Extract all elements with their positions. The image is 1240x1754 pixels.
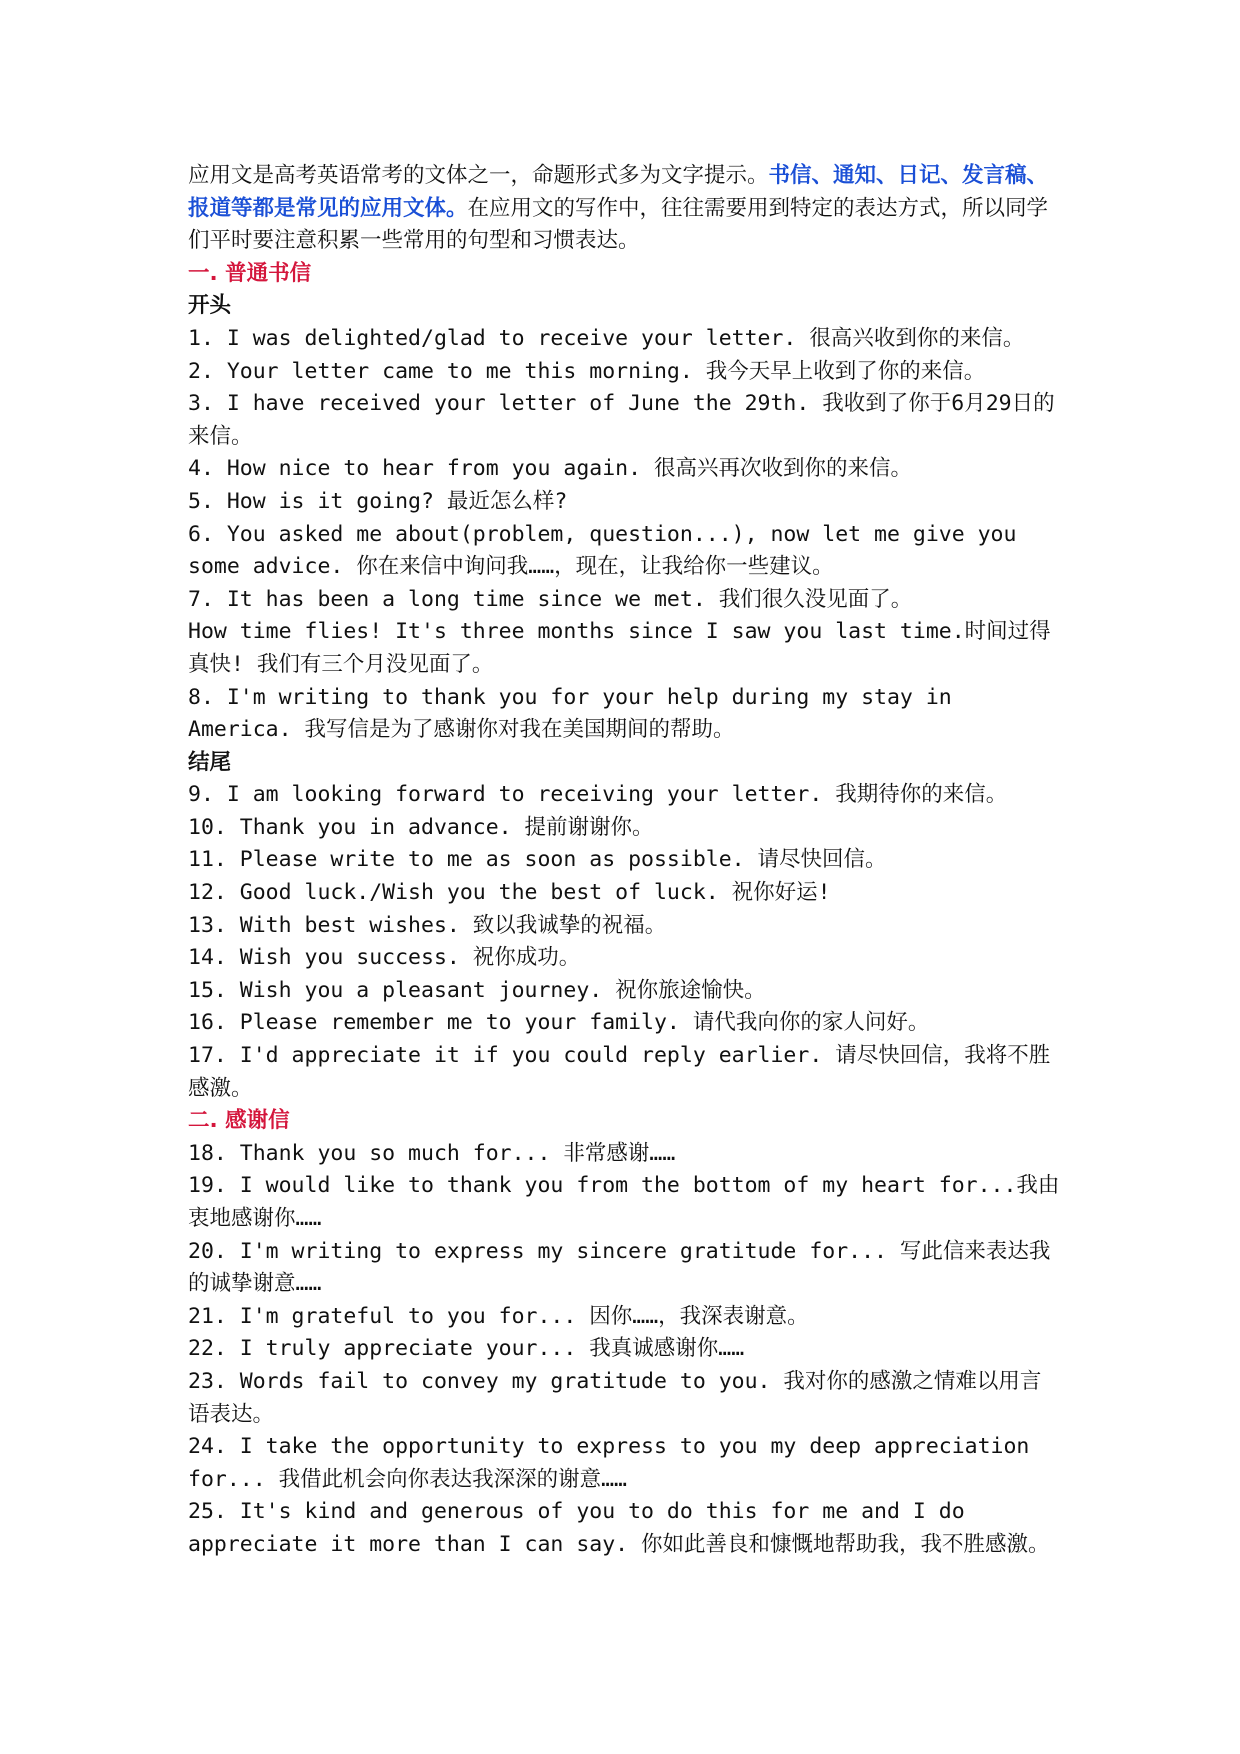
list-item: 22. I truly appreciate your... 我真诚感谢你…… bbox=[188, 1336, 745, 1362]
section-title-general-letters: 一. 普通书信 bbox=[188, 260, 312, 286]
list-item: 18. Thank you so much for... 非常感谢…… bbox=[188, 1140, 676, 1166]
list-item: 8. I'm writing to thank you for your help during my stay in America. 我写信是为了感谢你对我在美国期间的帮助。 bbox=[188, 684, 965, 743]
list-item: 10. Thank you in advance. 提前谢谢你。 bbox=[188, 814, 654, 840]
list-item: 13. With best wishes. 致以我诚挚的祝福。 bbox=[188, 912, 667, 938]
intro-highlight: 书信、通知、日记、发言稿、报道等都是常见的应用文体。 bbox=[188, 163, 1049, 221]
list-item: 12. Good luck./Wish you the best of luck. 祝你好运! bbox=[188, 880, 831, 906]
list-item: 20. I'm writing to express my sincere gratitude for... 写此信来表达我的诚挚谢意…… bbox=[188, 1238, 1051, 1297]
list-item: 6. You asked me about(problem, question...), now let me give you some advice. 你在来信中询问我……，现在，让我给你一些建议。 bbox=[188, 521, 1030, 580]
list-item: 9. I am looking forward to receiving your letter. 我期待你的来信。 bbox=[188, 782, 1008, 808]
subheading-closing: 结尾 bbox=[188, 749, 232, 775]
list-item: 14. Wish you success. 祝你成功。 bbox=[188, 945, 581, 971]
list-item: 2. Your letter came to me this morning. 我今天早上收到了你的来信。 bbox=[188, 358, 986, 384]
list-item: 11. Please write to me as soon as possible. 请尽快回信。 bbox=[188, 847, 887, 873]
list-item: 7. It has been a long time since we met. 我们很久没见面了。 bbox=[188, 586, 913, 612]
list-item: How time flies! It's three months since I saw you last time.时间过得真快! 我们有三个月没见面了。 bbox=[188, 619, 1051, 677]
list-item: 25. It's kind and generous of you to do this for me and I do appreciate it more than I can say. 你如此善良和慷慨地帮助我，我不胜感激。 bbox=[188, 1499, 1050, 1557]
list-item: 19. I would like to thank you from the bottom of my heart for...我由衷地感谢你…… bbox=[188, 1173, 1060, 1231]
intro-text-after: 在应用文的写作中，往往需要用到特定的表达方式，所以同学们平时要注意积累一些常用的句型和习惯表达。 bbox=[188, 195, 1049, 254]
subheading-opening: 开头 bbox=[188, 293, 232, 319]
list-item: 3. I have received your letter of June the 29th. 我收到了你于6月29日的来信。 bbox=[188, 391, 1055, 449]
list-item: 16. Please remember me to your family. 请代我向你的家人问好。 bbox=[188, 1010, 930, 1036]
list-item: 5. How is it going? 最近怎么样? bbox=[188, 488, 568, 514]
section-title-thank-you-letters: 二. 感谢信 bbox=[188, 1108, 290, 1134]
list-item: 4. How nice to hear from you again. 很高兴再次收到你的来信。 bbox=[188, 456, 912, 482]
list-item: 21. I'm grateful to you for... 因你……，我深表谢意。 bbox=[188, 1303, 809, 1329]
list-item: 17. I'd appreciate it if you could reply earlier. 请尽快回信，我将不胜感激。 bbox=[188, 1043, 1051, 1101]
document-page bbox=[188, 160, 1060, 1562]
list-item: 15. Wish you a pleasant journey. 祝你旅途愉快。 bbox=[188, 977, 766, 1003]
list-item: 24. I take the opportunity to express to you my deep appreciation for... 我借此机会向你表达我深深的谢意…… bbox=[188, 1434, 1043, 1492]
list-item: 1. I was delighted/glad to receive your letter. 很高兴收到你的来信。 bbox=[188, 325, 1025, 351]
intro-text-before: 应用文是高考英语常考的文体之一，命题形式多为文字提示。 bbox=[188, 163, 769, 188]
list-item: 23. Words fail to convey my gratitude to you. 我对你的感激之情难以用言语表达。 bbox=[188, 1368, 1042, 1427]
intro-paragraph bbox=[188, 160, 1060, 258]
